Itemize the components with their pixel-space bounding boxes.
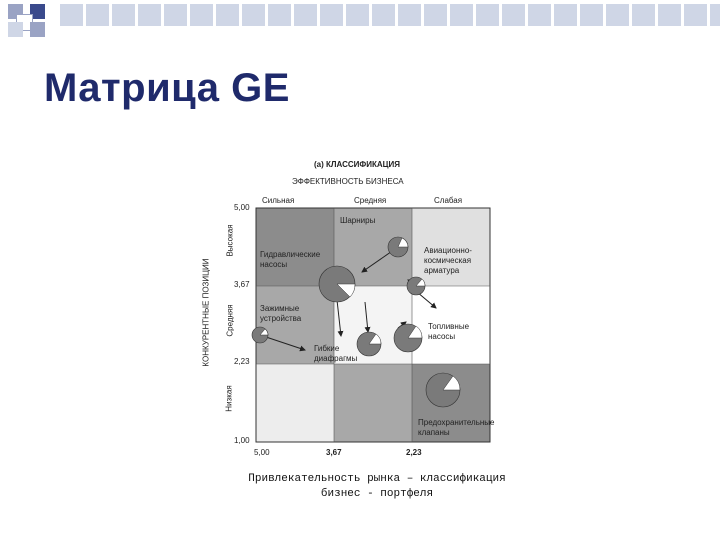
pie-sharniry (388, 237, 408, 257)
pie-avia (407, 277, 425, 295)
stripe-square (632, 4, 655, 26)
col-label-strong: Сильная (262, 196, 295, 205)
stripe-square (424, 4, 447, 26)
pie-toplivnye (394, 324, 422, 352)
stripe-square (138, 4, 161, 26)
stripe-square (60, 4, 83, 26)
stripe-square (554, 4, 577, 26)
stripe-square (294, 4, 317, 26)
header-stripe (0, 4, 720, 26)
pie-predokhranitelnye (426, 373, 460, 407)
unit-label-gibkie-text: Гибкие диафрагмы (314, 344, 358, 363)
unit-label-toplivnye (428, 322, 486, 342)
stripe-square (502, 4, 525, 26)
stripe-square (268, 4, 291, 26)
row-label-high: Высокая (225, 224, 235, 257)
stripe-square (216, 4, 239, 26)
stripe-square (242, 4, 265, 26)
y-tick-1: 1,00 (234, 436, 250, 445)
stripe-square (112, 4, 135, 26)
unit-label-gibkie (314, 344, 364, 364)
stripe-square (528, 4, 551, 26)
pie-gidravlicheskie (319, 266, 355, 302)
y-tick-223: 2,23 (234, 357, 250, 366)
unit-label-predokhranitelnye-text: Предохранительные клапаны (418, 418, 495, 437)
cell-low-medium (334, 364, 412, 442)
stripe-square (320, 4, 343, 26)
unit-label-sharniry: Шарниры (340, 216, 376, 225)
unit-label-predokhranitelnye (418, 418, 495, 438)
unit-label-zazhimnye (260, 304, 324, 324)
stripe-square (658, 4, 681, 26)
cell-low-strong (256, 364, 334, 442)
figure-heading: (а) КЛАССИФИКАЦИЯ (314, 160, 400, 169)
unit-label-avia (424, 246, 488, 276)
stripe-square (164, 4, 187, 26)
stripe-square (684, 4, 707, 26)
col-label-medium: Средняя (354, 196, 387, 205)
x-tick-5: 5,00 (254, 448, 270, 457)
ge-matrix-figure (201, 150, 530, 470)
row-label-low: Низкая (224, 385, 234, 412)
x-axis-title: ЭФФЕКТИВНОСТЬ БИЗНЕСА (292, 177, 404, 186)
stripe-square (372, 4, 395, 26)
unit-label-toplivnye-text: Топливные насосы (428, 322, 470, 341)
stripe-square (450, 4, 473, 26)
y-tick-367: 3,67 (234, 280, 250, 289)
slide-title: Матрица GE (44, 66, 290, 110)
y-axis-title: КОНКУРЕНТНЫЕ ПОЗИЦИИ (201, 258, 211, 367)
stripe-square (190, 4, 213, 26)
caption-line-1: Привлекательность рынка – классификация (248, 473, 506, 485)
pie-zazhimnye (252, 327, 268, 343)
stripe-square (346, 4, 369, 26)
unit-label-gidravlicheskie-text: Гидравлические насосы (260, 250, 321, 269)
stripe-square (580, 4, 603, 26)
unit-label-avia-text: Авиационно-космическая арматура (424, 246, 472, 275)
col-label-weak: Слабая (434, 196, 463, 205)
unit-label-gidravlicheskie (260, 250, 332, 270)
y-tick-5: 5,00 (234, 203, 250, 212)
unit-label-zazhimnye-text: Зажимные устройства (260, 304, 302, 323)
stripe-square (606, 4, 629, 26)
row-label-medium: Средняя (225, 304, 235, 337)
stripe-square (710, 4, 720, 26)
stripe-square (476, 4, 499, 26)
x-tick-223: 2,23 (406, 448, 422, 457)
x-tick-367: 3,67 (326, 448, 342, 457)
stripe-square (398, 4, 421, 26)
caption-line-2: бизнес - портфеля (320, 488, 434, 500)
stripe-square (86, 4, 109, 26)
slide-caption (222, 472, 532, 502)
